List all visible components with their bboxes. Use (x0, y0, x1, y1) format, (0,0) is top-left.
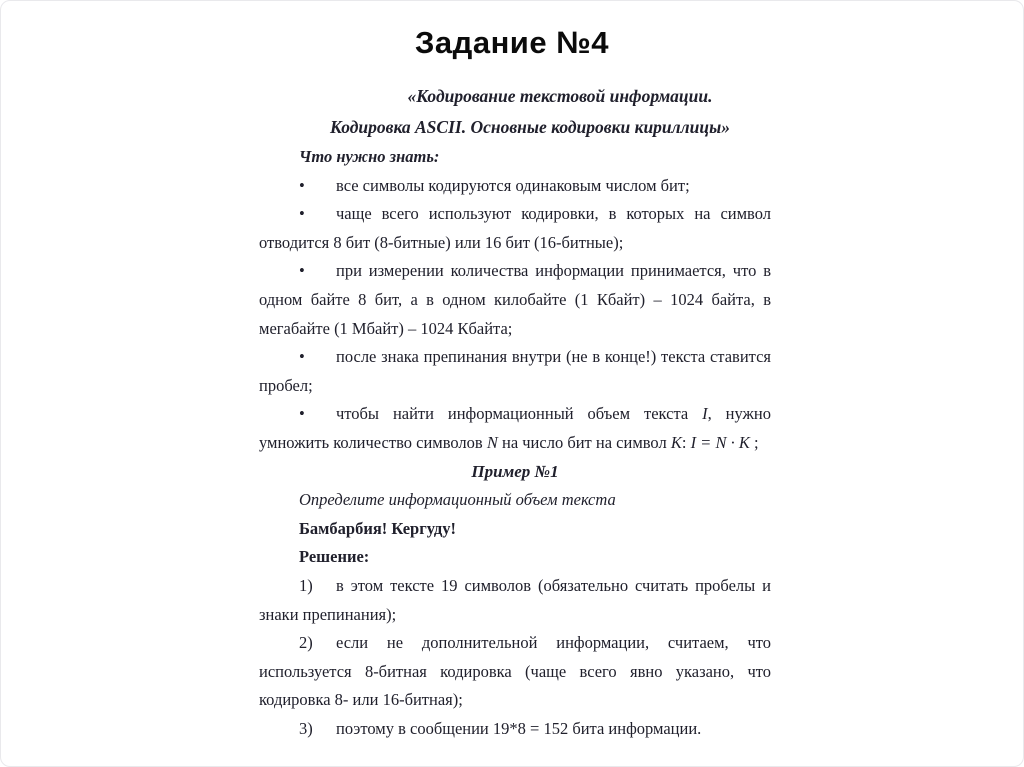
bullet-marker: • (299, 404, 305, 424)
bullet-marker: • (299, 261, 305, 281)
bullet-item (259, 172, 771, 201)
bullet-item (259, 343, 771, 400)
formula-expression: I = N · K (690, 432, 750, 452)
formula-text-segment: на число бит на символ (497, 432, 671, 452)
formula-var-i: I (702, 404, 708, 424)
formula-text-segment: : (681, 432, 691, 452)
know-heading: Что нужно знать: (299, 147, 440, 166)
bullet-text: все символы кодируются одинаковым числом бит; (336, 175, 690, 195)
document-heading-line-1: «Кодирование текстовой информации. (407, 86, 713, 106)
step-text: в этом тексте 19 символов (обязательно считать пробелы и знаки препинания); (259, 575, 771, 624)
step-text: поэтому в сообщении 19*8 = 152 бита информации. (336, 718, 702, 738)
formula-var-k: K (670, 432, 682, 452)
page-title: Задание №4 (414, 25, 609, 60)
solution-step (259, 715, 771, 744)
document-heading (259, 81, 771, 143)
solution-label: Решение: (299, 547, 370, 567)
formula-text-segment: ; (749, 432, 759, 452)
bullet-item-formula (259, 400, 771, 457)
example-task: Определите информационный объем текста (299, 490, 616, 510)
example-message: Бамбарбия! Кергуду! (299, 518, 457, 538)
formula-text-segment: чтобы найти информационный объем текста (336, 404, 703, 424)
solution-step (259, 629, 771, 715)
formula-text-segment: , нужно умножить количество символов (259, 404, 771, 452)
bullet-item (259, 200, 771, 257)
example-title: Пример №1 (471, 461, 559, 481)
step-text: если не дополнительной информации, считаем, что используется 8-битная кодировка (чаще всего явно указано, что кодировка 8- или 16-битная); (259, 633, 771, 710)
bullet-text: после знака препинания внутри (не в конце!) текста ставится пробел; (259, 347, 771, 395)
document-heading-line-2: Кодировка ASCII. Основные кодировки кириллицы» (330, 117, 730, 137)
solution-step (259, 572, 771, 629)
step-number: 1) (299, 575, 313, 595)
bullet-text: при измерении количества информации принимается, что в одном байте 8 бит, а в одном килобайте (1 Кбайт) – 1024 байта, в мегабайте (1 Мбайт) – 1024 Кбайта; (259, 261, 771, 338)
bullet-item (259, 257, 771, 343)
bullet-marker: • (299, 204, 305, 224)
formula-var-n: N (486, 432, 498, 452)
step-number: 3) (299, 718, 313, 738)
bullet-marker: • (299, 175, 305, 195)
step-number: 2) (299, 633, 313, 653)
bullet-text: чаще всего используют кодировки, в которых на символ отводится 8 бит (8-битные) или 16 бит (16-битные); (259, 204, 771, 252)
bullet-marker: • (299, 347, 305, 367)
document-body (259, 81, 771, 743)
